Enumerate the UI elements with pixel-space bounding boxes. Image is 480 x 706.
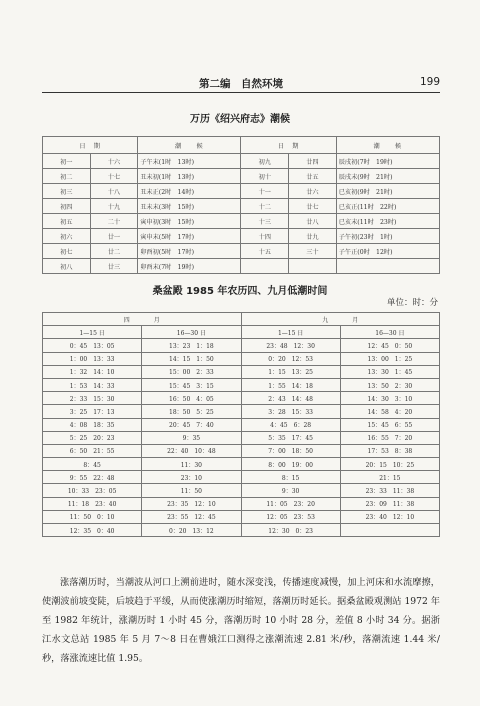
table-cell: 12：05 23：53	[241, 510, 340, 523]
table-cell: 23：09 11：38	[340, 497, 439, 510]
table-cell: 12：30 0：23	[241, 524, 340, 537]
table1-title: 万历《绍兴府志》潮候	[190, 114, 290, 125]
table-cell	[289, 259, 337, 274]
table-cell: 3：28 15：33	[241, 405, 340, 418]
day-range-header: 1—15 日	[43, 326, 142, 339]
paragraph-text: 涨落潮历时，当潮波从河口上溯前进时，随水深变浅，传播速度减慢，加上河床和水流摩擦，使潮波前坡变陡，后坡趋于平缓，从而使涨潮历时缩短，落潮历时延长。据桑盆殿观测站 1972 年至 1982 年统计，涨潮历时 1 小时 45 分，落潮历时 10 小时 28 分，差值 8 小时 34 分。据浙江水文总站 1985 年 5 月 7～8 日在曹娥江口测得之涨潮流速 2.81 米/秒，落潮流速 1.44 米/秒，落涨流速比值 1.95。	[42, 577, 440, 664]
table-cell: 20：45 7：40	[142, 418, 241, 431]
table-cell: 1：55 14：18	[241, 378, 340, 391]
table-cell: 十九	[90, 199, 138, 214]
table-cell: 23：48 12：30	[241, 339, 340, 352]
table-cell: 初一	[43, 154, 91, 169]
table-cell: 廿一	[90, 229, 138, 244]
table-cell: 寅申初(3时 15时)	[138, 214, 241, 229]
table-cell: 十五	[241, 244, 289, 259]
table-cell: 4：08 18：35	[43, 418, 142, 431]
table-cell: 初五	[43, 214, 91, 229]
table-cell: 2：43 14：48	[241, 392, 340, 405]
table-cell: 0：45 13：05	[43, 339, 142, 352]
table-cell: 1：15 13：25	[241, 365, 340, 378]
running-header	[42, 74, 440, 93]
day-range-header: 1—15 日	[241, 326, 340, 339]
table-row	[43, 184, 440, 199]
table-cell: 16：50 4：05	[142, 392, 241, 405]
table-cell: 廿四	[289, 154, 337, 169]
table-row	[43, 484, 440, 497]
table-cell: 二十	[90, 214, 138, 229]
table2-unit: 单位：时：分	[386, 298, 438, 308]
table-cell: 子午末(1时 13时)	[138, 154, 241, 169]
table-cell: 14：58 4：20	[340, 405, 439, 418]
table-cell: 十三	[241, 214, 289, 229]
table-cell: 十二	[241, 199, 289, 214]
table-cell: 3：25 17：13	[43, 405, 142, 418]
table-cell: 23：35 12：10	[142, 497, 241, 510]
table-cell: 4：45 6：28	[241, 418, 340, 431]
table-row	[43, 405, 440, 418]
column-header: 日 期	[43, 137, 138, 154]
low-tide-table	[42, 312, 440, 537]
table-cell: 0：20 12：53	[241, 352, 340, 365]
table-cell: 十四	[241, 229, 289, 244]
table-cell: 丑未末(3时 15时)	[138, 199, 241, 214]
table-cell: 初二	[43, 169, 91, 184]
table-cell: 寅申末(5时 17时)	[138, 229, 241, 244]
table-row	[43, 352, 440, 365]
table-cell: 9：55 22：48	[43, 471, 142, 484]
table2-title: 桑盆殿 1985 年农历四、九月低潮时间	[152, 286, 328, 297]
month-header: 九 月	[241, 313, 440, 326]
tide-schedule-table	[42, 136, 440, 274]
table-cell: 丑未初(1时 13时)	[138, 169, 241, 184]
table-row	[43, 392, 440, 405]
table-cell: 13：23 1：18	[142, 339, 241, 352]
table-row	[43, 524, 440, 537]
table-row	[43, 169, 440, 184]
table-cell: 8：00 19：00	[241, 458, 340, 471]
table-cell: 初七	[43, 244, 91, 259]
table-row	[43, 497, 440, 510]
table-row	[43, 199, 440, 214]
table-row	[43, 458, 440, 471]
table-cell: 已亥正(11时 22时)	[336, 199, 439, 214]
table-cell: 11：18 23：40	[43, 497, 142, 510]
table-cell: 12：45 0：50	[340, 339, 439, 352]
column-header: 潮 候	[336, 137, 439, 154]
table-cell: 十七	[90, 169, 138, 184]
table-cell: 廿九	[289, 229, 337, 244]
table-cell: 十六	[90, 154, 138, 169]
table-cell: 廿三	[90, 259, 138, 274]
table-cell: 23：10	[142, 471, 241, 484]
table-cell: 8：45	[43, 458, 142, 471]
table-cell	[336, 259, 439, 274]
table-cell: 17：53 8：38	[340, 444, 439, 457]
table-cell: 16：55 7：20	[340, 431, 439, 444]
month-header: 四 月	[43, 313, 242, 326]
table-cell: 15：45 6：55	[340, 418, 439, 431]
table1-body	[43, 154, 440, 274]
table-cell: 卯酉末(7时 19时)	[138, 259, 241, 274]
table-cell: 初八	[43, 259, 91, 274]
table2-month-row	[43, 313, 440, 326]
table-cell: 11：30	[142, 458, 241, 471]
table-cell	[340, 524, 439, 537]
table-cell: 14：30 3：10	[340, 392, 439, 405]
table-cell: 11：50 0：10	[43, 510, 142, 523]
table-cell: 廿八	[289, 214, 337, 229]
table1-header-row	[43, 137, 440, 154]
table-cell: 0：20 13：12	[142, 524, 241, 537]
table-cell: 23：40 12：10	[340, 510, 439, 523]
table-cell: 1：32 14：10	[43, 365, 142, 378]
column-header: 日 期	[241, 137, 336, 154]
table-cell: 6：50 21：55	[43, 444, 142, 457]
body-paragraph	[42, 573, 440, 668]
table-row	[43, 154, 440, 169]
table-cell: 1：00 13：33	[43, 352, 142, 365]
table-cell: 丑未正(2时 14时)	[138, 184, 241, 199]
page-number: 199	[419, 76, 440, 88]
table-row	[43, 378, 440, 391]
table-cell: 廿六	[289, 184, 337, 199]
table-cell: 9：35	[142, 431, 241, 444]
table-cell: 23：33 11：38	[340, 484, 439, 497]
section-title: 第二编 自然环境	[199, 78, 283, 90]
table-cell: 20：15 10：25	[340, 458, 439, 471]
table-cell: 5：35 17：45	[241, 431, 340, 444]
table-cell: 13：00 1：25	[340, 352, 439, 365]
table-cell: 13：30 1：45	[340, 365, 439, 378]
table-cell: 辰戌末(9时 21时)	[336, 169, 439, 184]
table-cell: 9：30	[241, 484, 340, 497]
table2-body	[43, 339, 440, 537]
table-cell: 5：25 20：23	[43, 431, 142, 444]
table-cell: 初九	[241, 154, 289, 169]
table-cell: 7：00 18：50	[241, 444, 340, 457]
table-cell: 21：15	[340, 471, 439, 484]
table-row	[43, 444, 440, 457]
table-cell: 辰戌初(7时 19时)	[336, 154, 439, 169]
table-row	[43, 510, 440, 523]
table-cell: 初十	[241, 169, 289, 184]
table-row	[43, 229, 440, 244]
table2-subheader-row	[43, 326, 440, 339]
table-cell: 15：45 3：15	[142, 378, 241, 391]
table-cell: 十八	[90, 184, 138, 199]
table-row	[43, 339, 440, 352]
table-cell: 23：55 12：45	[142, 510, 241, 523]
table-cell: 子午正(0时 12时)	[336, 244, 439, 259]
table-cell	[241, 259, 289, 274]
table-cell: 10：33 23：05	[43, 484, 142, 497]
table-cell: 廿五	[289, 169, 337, 184]
table-row	[43, 365, 440, 378]
table-cell: 子午初(23时 1时)	[336, 229, 439, 244]
table-cell: 11：50	[142, 484, 241, 497]
table-cell: 十一	[241, 184, 289, 199]
table-cell: 15：00 2：33	[142, 365, 241, 378]
table-cell: 18：50 5：25	[142, 405, 241, 418]
table-cell: 初四	[43, 199, 91, 214]
table-cell: 廿二	[90, 244, 138, 259]
table-cell: 11：05 23：20	[241, 497, 340, 510]
table-row	[43, 259, 440, 274]
table-row	[43, 214, 440, 229]
table-cell: 已亥初(9时 21时)	[336, 184, 439, 199]
table-cell: 卯酉初(5时 17时)	[138, 244, 241, 259]
table-row	[43, 418, 440, 431]
day-range-header: 16—30 日	[142, 326, 241, 339]
table-cell: 初六	[43, 229, 91, 244]
table-cell: 1：53 14：33	[43, 378, 142, 391]
table-row	[43, 471, 440, 484]
column-header: 潮 候	[138, 137, 241, 154]
table-cell: 22：40 10：48	[142, 444, 241, 457]
table-cell: 14：15 1：50	[142, 352, 241, 365]
table-cell: 13：50 2：30	[340, 378, 439, 391]
table-cell: 初三	[43, 184, 91, 199]
table-cell: 廿七	[289, 199, 337, 214]
table-cell: 三十	[289, 244, 337, 259]
table-row	[43, 244, 440, 259]
day-range-header: 16—30 日	[340, 326, 439, 339]
table-cell: 8：15	[241, 471, 340, 484]
table-cell: 2：33 15：30	[43, 392, 142, 405]
table-row	[43, 431, 440, 444]
table-cell: 已亥末(11时 23时)	[336, 214, 439, 229]
table-cell: 12：35 0：40	[43, 524, 142, 537]
